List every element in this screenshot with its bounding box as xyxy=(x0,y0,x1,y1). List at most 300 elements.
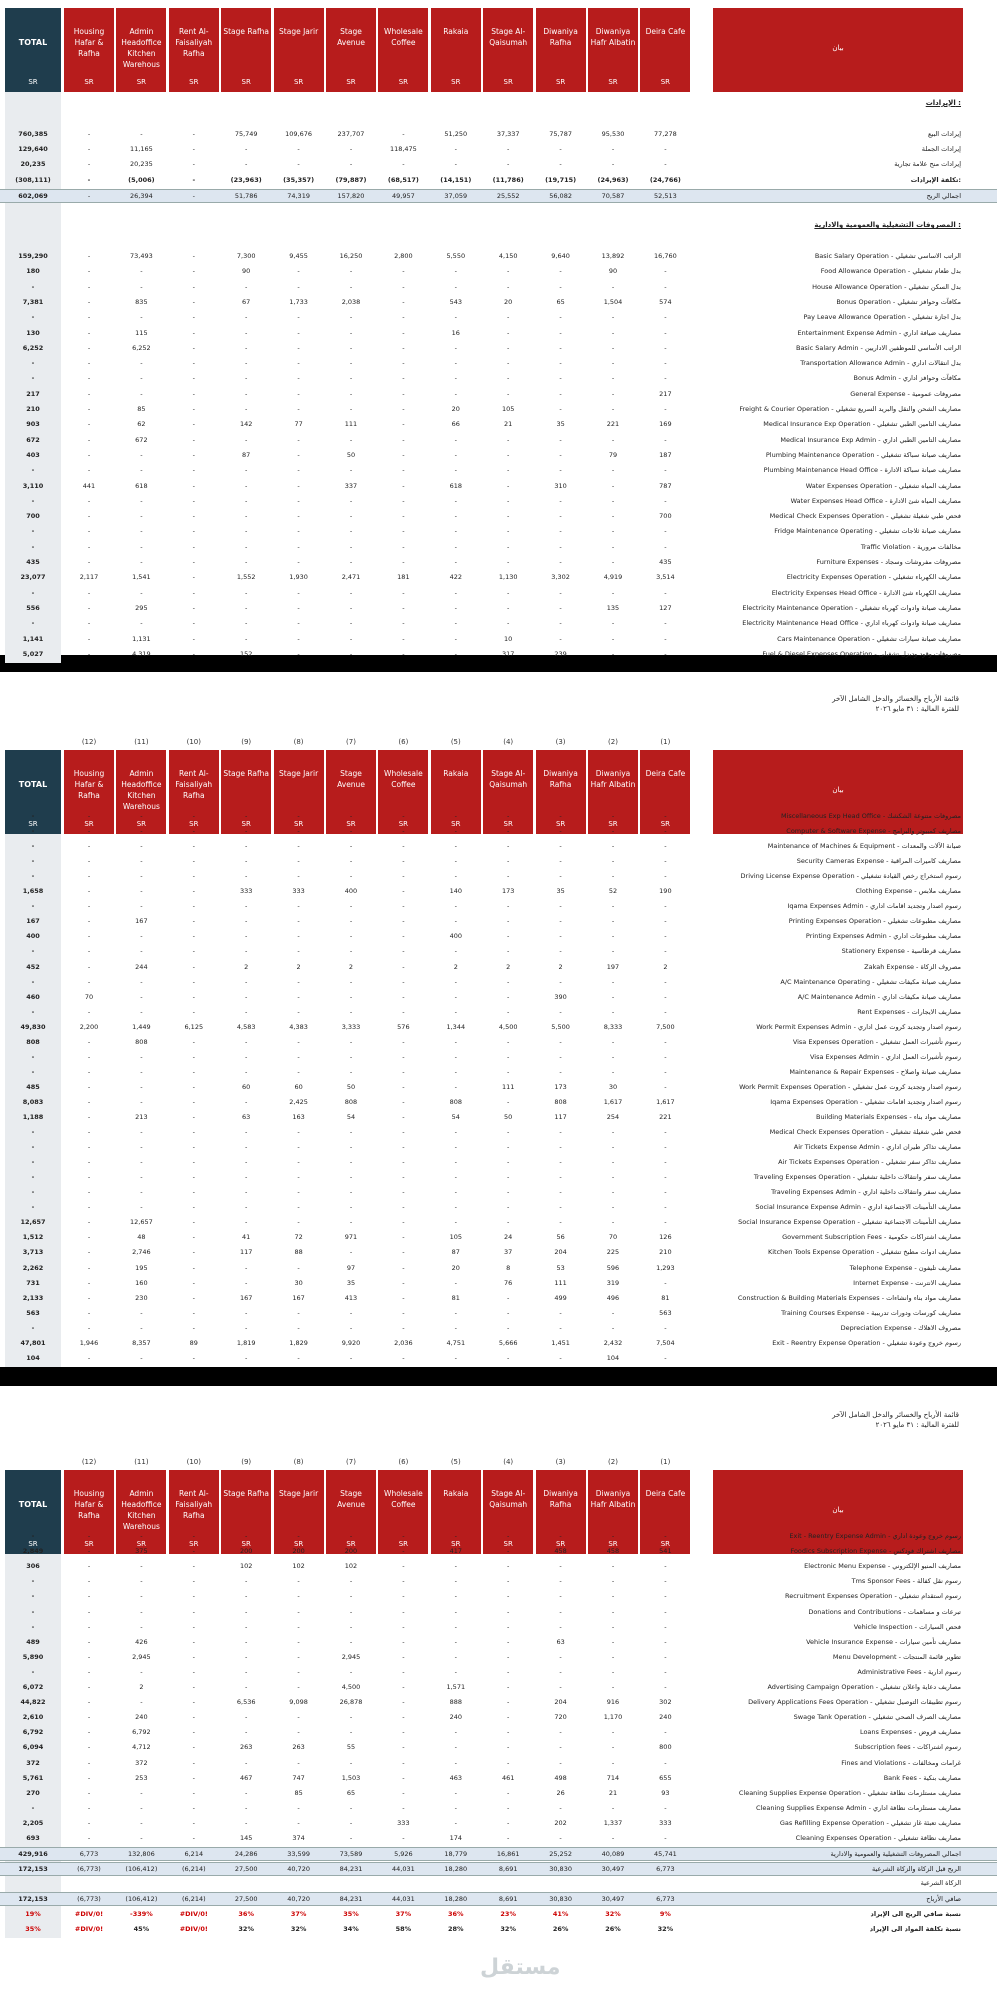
column-header-name: Diwaniya Hafr Albatin xyxy=(590,769,636,789)
row-cell-value: - xyxy=(454,1158,457,1167)
report-period: للفترة المالية : ٣١ مايو ٢٠٢٦ xyxy=(875,705,959,713)
row-cell-value: - xyxy=(507,374,510,383)
row-label: Bonus Operation - مكافآت وحوافز تشغيلي xyxy=(836,297,961,306)
row-cell-value: 181 xyxy=(397,573,410,582)
column-number: (8) xyxy=(293,738,304,746)
row-cell-value: 111 xyxy=(501,1082,515,1091)
row-label: الإيرادات : xyxy=(925,99,961,107)
row-cell-value: - xyxy=(140,977,143,986)
row-total-value: 460 xyxy=(26,992,40,1001)
currency-label: SR xyxy=(136,1540,147,1548)
row-cell-value: - xyxy=(140,1097,143,1106)
table-row xyxy=(0,128,997,140)
row-cell-value: - xyxy=(454,1728,457,1737)
row-cell-value: - xyxy=(297,1652,300,1661)
row-cell-value: - xyxy=(140,992,143,1001)
row-cell-value: (19,715) xyxy=(545,175,577,184)
total-header-cell xyxy=(5,8,61,92)
row-cell-value: - xyxy=(402,1203,405,1212)
table-row xyxy=(0,143,997,155)
row-cell-value: - xyxy=(454,812,457,820)
row-cell-value: - xyxy=(664,1158,667,1167)
row-cell-value: - xyxy=(402,932,405,941)
table-row xyxy=(0,311,997,323)
row-cell-value: - xyxy=(245,1263,248,1272)
row-cell-value: 41 xyxy=(242,1233,251,1242)
row-cell-value: - xyxy=(192,1788,195,1797)
row-cell-value: - xyxy=(507,1158,510,1167)
row-total-value: - xyxy=(31,1052,35,1061)
row-cell-value: - xyxy=(245,496,248,505)
row-cell-value: - xyxy=(297,466,300,475)
row-cell-value: - xyxy=(192,389,195,398)
table-row xyxy=(0,870,997,882)
row-cell-value: 2,038 xyxy=(341,297,361,306)
row-cell-value: - xyxy=(87,887,91,896)
row-cell-value: 263 xyxy=(292,1743,305,1752)
row-cell-value: - xyxy=(140,129,143,138)
row-cell-value: - xyxy=(402,603,405,612)
row-cell-value: - xyxy=(297,1713,300,1722)
row-label: Traveling Expenses Admin - مصاريف سفر وانتقالات داخلية اداري xyxy=(771,1188,961,1197)
row-cell-value: 135 xyxy=(606,603,620,612)
row-cell-value: - xyxy=(402,343,405,352)
row-cell-value: 2,425 xyxy=(289,1097,308,1106)
row-cell-value: - xyxy=(245,1143,248,1152)
table-row xyxy=(0,1726,997,1738)
row-cell-value: - xyxy=(402,129,405,138)
row-cell-value: - xyxy=(192,359,195,368)
row-cell-value: - xyxy=(297,1188,300,1197)
row-label: Zakah Expense - مصروف الزكاة xyxy=(864,962,961,971)
row-cell-value: - xyxy=(87,857,91,866)
row-cell-value: - xyxy=(664,282,667,291)
row-cell-value: - xyxy=(87,359,91,368)
row-cell-value: 13,892 xyxy=(601,252,625,260)
column-header xyxy=(378,8,428,92)
row-cell-value: - xyxy=(402,1097,405,1106)
row-cell-value: - xyxy=(559,1067,562,1076)
row-cell-value: - xyxy=(611,1308,615,1317)
table-row xyxy=(0,1575,997,1587)
row-cell-value: 52,513 xyxy=(654,191,677,200)
column-header xyxy=(116,8,166,92)
row-cell-value: - xyxy=(297,917,300,926)
row-cell-value: - xyxy=(559,328,562,337)
row-label: Iqama Expenses Operation - رسوم اصدار وتجديد اقامات تشغيلي xyxy=(770,1097,961,1106)
row-cell-value: 26% xyxy=(552,1924,569,1933)
row-cell-value: - xyxy=(664,328,667,337)
row-cell-value: - xyxy=(559,902,562,911)
row-cell-value: - xyxy=(245,527,248,536)
row-cell-value: 4,383 xyxy=(289,1022,308,1031)
row-cell-value: 374 xyxy=(292,1834,305,1842)
row-cell-value xyxy=(64,1877,114,1889)
row-cell-value: - xyxy=(454,1652,457,1661)
row-cell-value: - xyxy=(192,175,196,184)
row-cell-value: - xyxy=(297,1758,300,1767)
table-row xyxy=(0,1892,997,1906)
row-cell-value: - xyxy=(87,450,91,459)
row-cell-value: 93 xyxy=(661,1788,670,1797)
row-cell-value: 169 xyxy=(659,420,672,429)
row-cell-value: 126 xyxy=(659,1233,672,1242)
row-cell-value: - xyxy=(507,1547,510,1556)
row-cell-value: - xyxy=(245,1353,248,1362)
row-label: Water Expenses Head Office - مصاريف المياه شئ الادارة xyxy=(790,496,961,505)
table-row xyxy=(0,1877,997,1889)
row-cell-value: - xyxy=(349,1007,353,1016)
row-total-value: 1,188 xyxy=(22,1113,44,1121)
row-total-value: 6,094 xyxy=(22,1743,44,1752)
row-cell-value: - xyxy=(559,1667,562,1676)
row-total-value: 20,235 xyxy=(20,160,46,169)
row-cell-value: - xyxy=(402,420,405,429)
row-cell-value: - xyxy=(87,1758,91,1767)
row-cell-value: - xyxy=(559,1728,562,1737)
row-label: Visa Expenses Operation - رسوم تأشيرات العمل تشغيلي xyxy=(792,1037,961,1046)
table-row xyxy=(0,480,997,492)
row-cell-value: 195 xyxy=(135,1263,148,1272)
row-cell-value: - xyxy=(454,558,457,566)
row-cell-value: - xyxy=(507,1128,510,1137)
row-cell-value: - xyxy=(402,450,405,459)
row-cell-value: - xyxy=(87,1248,91,1257)
row-cell-value: - xyxy=(664,374,667,383)
row-cell-value: - xyxy=(192,1547,195,1556)
row-cell-value: - xyxy=(192,252,195,260)
row-cell-value: - xyxy=(611,496,615,505)
currency-label: SR xyxy=(503,78,513,86)
table-row xyxy=(0,1560,997,1572)
row-cell-value: - xyxy=(87,1698,91,1707)
column-number: (12) xyxy=(81,1458,97,1466)
row-cell-value: - xyxy=(559,450,562,459)
row-cell-value: - xyxy=(611,374,615,383)
table-row xyxy=(0,1772,997,1784)
row-cell-value: - xyxy=(349,542,353,551)
row-cell-value: - xyxy=(87,1143,91,1152)
row-cell-value: - xyxy=(87,1532,91,1540)
row-cell-value: 18,280 xyxy=(444,1895,468,1904)
row-total-value: - xyxy=(31,1323,35,1332)
row-cell-value: - xyxy=(297,1323,300,1332)
row-cell-value: - xyxy=(87,1052,91,1061)
row-cell-value: 167 xyxy=(239,1293,253,1302)
row-total-value: 2,610 xyxy=(22,1713,44,1722)
row-cell-value: - xyxy=(454,857,457,866)
row-cell-value: 400 xyxy=(449,932,462,941)
row-label: Maintenance & Repair Expenses - مصاريف صيانة واصلاح xyxy=(789,1067,961,1076)
row-cell-value: - xyxy=(559,144,562,153)
row-cell-value: 32% xyxy=(500,1924,516,1933)
row-cell-value: 50 xyxy=(346,1082,356,1091)
row-cell-value: - xyxy=(611,144,615,153)
row-cell-value: 2,945 xyxy=(132,1652,151,1661)
row-cell-value: 496 xyxy=(606,1293,620,1302)
row-cell-value: - xyxy=(664,1728,667,1737)
row-cell-value: - xyxy=(454,992,457,1001)
row-cell-value: - xyxy=(87,1592,91,1601)
row-cell-value: - xyxy=(245,827,248,836)
currency-label: SR xyxy=(398,78,409,86)
row-cell-value: 79 xyxy=(608,450,618,459)
row-cell-value: - xyxy=(87,267,91,276)
row-cell-value: - xyxy=(559,872,562,881)
row-cell-value: 35 xyxy=(556,887,565,896)
column-number: (2) xyxy=(608,738,618,746)
table-row xyxy=(0,357,997,369)
row-cell-value: - xyxy=(611,1188,615,1197)
row-total-value: 49,830 xyxy=(20,1022,46,1031)
row-cell-value: - xyxy=(245,1818,248,1827)
row-cell-value: - xyxy=(297,1818,300,1827)
row-cell-value: (11,786) xyxy=(492,175,524,184)
row-cell-value: 2,200 xyxy=(79,1022,99,1031)
row-cell-value: - xyxy=(611,1067,615,1076)
row-cell-value: - xyxy=(454,902,457,911)
row-cell-value: - xyxy=(192,1592,195,1601)
table-row xyxy=(0,403,997,415)
row-cell-value: - xyxy=(664,1532,667,1540)
row-cell-value: - xyxy=(140,1532,143,1540)
row-cell-value: - xyxy=(611,1652,615,1661)
row-label: صافي الأرباح xyxy=(926,1895,961,1904)
column-header-name: Stage Al-Qaisumah xyxy=(489,769,528,789)
row-cell-value: - xyxy=(454,374,457,383)
row-cell-value: - xyxy=(454,1353,457,1362)
row-cell-value: 30 xyxy=(608,1082,618,1091)
row-cell-value: - xyxy=(245,1218,248,1227)
table-row xyxy=(0,1021,997,1033)
row-cell-value: - xyxy=(87,917,91,926)
row-label: Air Tickets Expense Admin - مصاريف تذاكر طيران اداري xyxy=(793,1143,961,1152)
row-total-value: - xyxy=(31,827,35,836)
row-cell-value: - xyxy=(402,1637,405,1646)
row-cell-value: - xyxy=(402,1728,405,1737)
table-row xyxy=(0,1711,997,1723)
row-cell-value: - xyxy=(192,466,195,475)
row-cell-value: - xyxy=(140,267,143,276)
table-row xyxy=(0,825,997,837)
row-cell-value: - xyxy=(192,191,195,200)
row-cell-value: - xyxy=(192,527,195,536)
column-header-name: Rent Al-Faisaliyah Rafha xyxy=(175,769,213,800)
row-cell-value: - xyxy=(192,1293,195,1302)
row-cell-value: 152 xyxy=(239,649,253,658)
row-cell-value: - xyxy=(454,1067,457,1076)
row-cell-value: - xyxy=(402,872,405,881)
table-row xyxy=(0,174,997,186)
table-row xyxy=(0,1246,997,1258)
row-label: Advertising Campaign Operation - مصاريف دعاية واعلان تشغيلي xyxy=(767,1683,961,1691)
table-row xyxy=(0,1832,997,1844)
row-label: Electricity Expenses Operation - مصاريف الكهرباء تشغيلي xyxy=(786,573,961,582)
row-cell-value: - xyxy=(297,1532,300,1540)
table-row xyxy=(0,1141,997,1153)
row-cell-value: - xyxy=(245,1758,248,1767)
row-cell-value: 7,300 xyxy=(236,252,256,260)
row-cell-value: 132,806 xyxy=(127,1850,155,1859)
row-cell-value: - xyxy=(87,1158,91,1167)
row-cell-value: - xyxy=(507,1622,510,1631)
row-cell-value: - xyxy=(559,1052,562,1061)
row-cell-value: 36% xyxy=(448,1909,464,1918)
row-cell-value: - xyxy=(140,619,143,628)
row-cell-value: - xyxy=(402,1562,405,1571)
row-cell-value: 1,293 xyxy=(656,1263,675,1272)
row-cell-value: - xyxy=(297,1803,300,1812)
row-cell-value: - xyxy=(559,932,562,941)
row-cell-value: - xyxy=(297,267,300,276)
row-cell-value: 26% xyxy=(605,1924,621,1933)
row-cell-value: - xyxy=(140,932,143,941)
column-header xyxy=(274,8,324,92)
row-cell-value: - xyxy=(245,405,248,413)
row-total-value: 210 xyxy=(26,405,40,413)
table-row xyxy=(0,915,997,927)
row-cell-value: - xyxy=(192,160,195,169)
row-cell-value: - xyxy=(611,1743,615,1752)
row-cell-value: - xyxy=(611,1143,615,1152)
row-label: House Allowance Operation - بدل السكن تشغيلي xyxy=(812,282,961,291)
row-cell-value: - xyxy=(192,267,195,276)
row-cell-value: - xyxy=(245,1097,248,1106)
row-cell-value: 2,471 xyxy=(341,573,361,582)
row-label: إيرادات منح علامة تجارية xyxy=(894,160,961,169)
row-cell-value: 40,720 xyxy=(287,1865,310,1874)
table-row xyxy=(0,556,997,568)
row-cell-value: - xyxy=(507,144,510,153)
row-cell-value: - xyxy=(402,328,405,337)
column-header-name: Diwaniya Hafr Albatin xyxy=(590,1489,636,1509)
row-label: Gas Refilling Expense Operation - مصاريف تعبئة غاز تشغيلي xyxy=(779,1818,961,1827)
row-cell-value: - xyxy=(245,1308,248,1317)
row-cell-value: - xyxy=(349,1758,353,1767)
row-total-value: - xyxy=(31,1173,35,1182)
row-cell-value: - xyxy=(297,619,300,628)
row-cell-value: - xyxy=(297,359,300,368)
row-label: Fridge Maintenance Operating - مصاريف صيانة ثلاجات تشغيلي xyxy=(774,527,961,536)
row-cell-value: 720 xyxy=(554,1713,567,1722)
row-cell-value: - xyxy=(87,144,91,153)
row-cell-value: - xyxy=(87,160,91,169)
column-header-name: Diwaniya Rafha xyxy=(543,27,578,47)
row-cell-value: - xyxy=(192,1818,195,1827)
row-cell-value: - xyxy=(507,496,510,505)
row-cell-value: - xyxy=(349,282,353,291)
row-total-value: 19% xyxy=(25,1909,41,1918)
row-cell-value: - xyxy=(402,1323,405,1332)
row-cell-value: - xyxy=(140,1698,143,1707)
column-header-name: Rent Al-Faisaliyah Rafha xyxy=(175,1489,213,1520)
row-cell-value: - xyxy=(192,1308,195,1317)
row-cell-value: - xyxy=(140,827,143,836)
row-cell-value: 6,214 xyxy=(184,1850,204,1859)
row-cell-value: - xyxy=(140,842,143,851)
row-cell-value: 240 xyxy=(135,1713,148,1722)
row-cell-value: - xyxy=(559,1007,562,1016)
row-cell-value: (106,412) xyxy=(125,1865,158,1874)
row-cell-value: - xyxy=(454,872,457,881)
row-label xyxy=(701,1352,961,1364)
row-cell-value: 2 xyxy=(453,962,458,971)
row-total-value: 2,133 xyxy=(22,1293,44,1302)
row-cell-value: 225 xyxy=(606,1248,620,1257)
row-cell-value: - xyxy=(559,542,562,551)
row-cell-value: - xyxy=(140,902,143,911)
row-total-value: - xyxy=(31,1203,35,1212)
row-total-value: 8,083 xyxy=(22,1097,44,1106)
row-cell-value: - xyxy=(402,512,405,521)
row-label: Visa Expenses Admin - رسوم تأشيرات العمل اداري xyxy=(810,1052,961,1061)
table-row xyxy=(0,1307,997,1319)
row-cell-value: - xyxy=(402,1037,405,1046)
row-cell-value: - xyxy=(559,619,562,628)
row-cell-value: - xyxy=(507,603,510,612)
row-cell-value: - xyxy=(664,1052,667,1061)
row-cell-value: - xyxy=(245,343,248,352)
row-total-value: (308,111) xyxy=(15,175,51,184)
row-cell-value: - xyxy=(192,1173,195,1182)
row-label: Depreciation Expense - مصروف الاهلاك xyxy=(840,1323,961,1332)
row-cell-value: 32% xyxy=(657,1924,674,1933)
table-row xyxy=(0,840,997,852)
row-cell-value: - xyxy=(559,359,562,368)
row-cell-value: 44,031 xyxy=(392,1895,415,1904)
row-cell-value: - xyxy=(245,389,248,398)
row-cell-value: - xyxy=(87,649,91,658)
row-cell-value: 167 xyxy=(292,1293,305,1302)
row-cell-value: - xyxy=(507,1592,510,1601)
row-cell-value: - xyxy=(245,603,248,612)
row-cell-value: - xyxy=(664,1128,667,1137)
watermark: مستقل xyxy=(480,1955,561,1980)
row-cell-value: - xyxy=(611,359,615,368)
row-cell-value: - xyxy=(664,542,667,551)
row-cell-value: - xyxy=(192,1278,195,1287)
row-cell-value: - xyxy=(297,374,300,383)
table-row xyxy=(0,991,997,1003)
row-cell-value: - xyxy=(349,267,353,276)
row-cell-value: - xyxy=(349,649,353,658)
row-cell-value: - xyxy=(140,1818,143,1827)
row-cell-value: - xyxy=(140,1158,143,1167)
row-cell-value: - xyxy=(245,1037,248,1046)
label-header-cell xyxy=(713,8,963,92)
row-cell-value: - xyxy=(192,1113,195,1121)
column-header-name: Wholesale Coffee xyxy=(384,769,423,789)
row-cell-value: - xyxy=(140,1203,143,1212)
row-cell-value: - xyxy=(245,1173,248,1182)
row-cell-value: - xyxy=(402,1158,405,1167)
row-cell-value: 24,286 xyxy=(234,1850,258,1859)
row-cell-value: 75,749 xyxy=(234,129,258,138)
row-label: Exit - Reentry Expense Operation - رسوم خروج وعودة تشغيلي xyxy=(772,1338,961,1347)
row-cell-value: - xyxy=(664,435,667,444)
row-cell-value: - xyxy=(297,1622,300,1631)
row-cell-value: - xyxy=(507,466,510,475)
row-total-value: - xyxy=(31,1667,35,1676)
column-header-name: Rakaia xyxy=(443,27,469,36)
row-cell-value: - xyxy=(297,328,300,337)
row-cell-value: (6,214) xyxy=(181,1865,206,1874)
row-label: Construction & Building Materials Expenses - مصاريف مواد بناء وانشاءات xyxy=(737,1293,961,1302)
row-cell-value: - xyxy=(245,512,248,521)
table-row xyxy=(0,372,997,384)
row-cell-value: - xyxy=(559,1143,562,1152)
row-cell-value: - xyxy=(192,405,195,413)
